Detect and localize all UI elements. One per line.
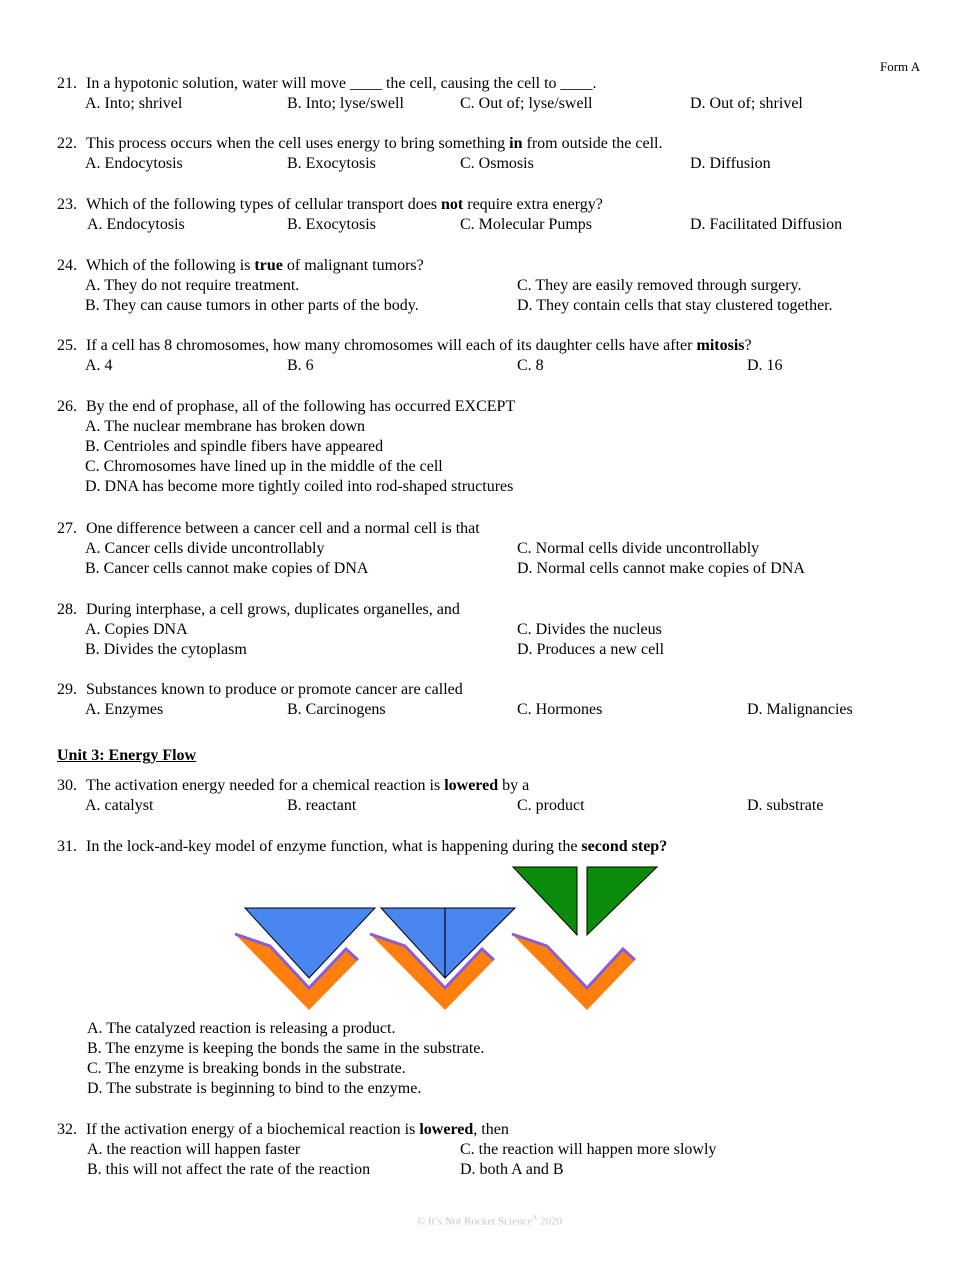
option-a: A. Cancer cells divide uncontrollably — [85, 540, 325, 557]
option-a: A. The catalyzed reaction is releasing a product. — [87, 1020, 396, 1037]
question-25 — [57, 336, 937, 376]
option-a: A. Enzymes — [85, 701, 164, 718]
option-c: C. Normal cells divide uncontrollably — [517, 540, 760, 557]
option-d: D. They contain cells that stay clustered together. — [517, 297, 833, 314]
copyright-footer: © It’s Not Rocket Science® 2020 — [416, 1214, 563, 1228]
option-d: D. 16 — [747, 357, 783, 374]
option-c: C. the reaction will happen more slowly — [460, 1141, 717, 1158]
option-b: B. Into; lyse/swell — [287, 95, 404, 112]
option-c: C. Chromosomes have lined up in the middle of the cell — [85, 458, 443, 475]
question-number: 29. — [57, 681, 77, 698]
question-32 — [57, 1120, 937, 1180]
option-d: D. Normal cells cannot make copies of DNA — [517, 560, 805, 577]
option-d: D. Malignancies — [747, 701, 853, 718]
question-number: 32. — [57, 1121, 77, 1138]
question-stem: If a cell has 8 chromosomes, how many chromosomes will each of its daughter cells have after mitosis? — [86, 337, 752, 354]
question-stem: During interphase, a cell grows, duplicates organelles, and — [86, 601, 460, 618]
question-31 — [57, 837, 937, 857]
question-number: 28. — [57, 601, 77, 618]
option-b: B. Divides the cytoplasm — [85, 641, 247, 658]
option-a: A. 4 — [85, 357, 113, 374]
question-21 — [57, 74, 937, 114]
question-26 — [57, 397, 937, 497]
question-stem: The activation energy needed for a chemical reaction is lowered by a — [86, 777, 530, 794]
option-b: B. Carcinogens — [287, 701, 386, 718]
step-3-product-left — [513, 867, 577, 935]
option-a: A. Copies DNA — [85, 621, 188, 638]
question-stem: One difference between a cancer cell and a normal cell is that — [86, 520, 480, 537]
question-stem: If the activation energy of a biochemical reaction is lowered, then — [86, 1121, 509, 1138]
question-29 — [57, 680, 937, 720]
option-d: D. both A and B — [460, 1161, 564, 1178]
question-31-options — [57, 1019, 937, 1099]
option-b: B. Exocytosis — [287, 155, 376, 172]
option-a: A. They do not require treatment. — [85, 277, 300, 294]
question-27 — [57, 519, 937, 579]
option-b: B. reactant — [287, 797, 357, 814]
question-22 — [57, 134, 937, 174]
option-d: D. The substrate is beginning to bind to the enzyme. — [87, 1080, 422, 1097]
option-d: D. substrate — [747, 797, 824, 814]
question-number: 23. — [57, 196, 77, 213]
option-d: D. Facilitated Diffusion — [690, 216, 843, 233]
question-number: 21. — [57, 75, 77, 92]
question-number: 26. — [57, 398, 77, 415]
question-28 — [57, 600, 937, 660]
question-number: 25. — [57, 337, 77, 354]
option-a: A. Endocytosis — [85, 155, 183, 172]
option-c: C. product — [517, 797, 585, 814]
form-label: Form A — [880, 59, 921, 74]
option-b: B. The enzyme is keeping the bonds the same in the substrate. — [87, 1040, 485, 1057]
lock-and-key-diagram — [225, 860, 675, 1015]
option-c: C. Divides the nucleus — [517, 621, 662, 638]
option-c: C. Molecular Pumps — [460, 216, 592, 233]
option-b: B. Exocytosis — [287, 216, 376, 233]
question-number: 27. — [57, 520, 77, 537]
option-a: A. the reaction will happen faster — [87, 1141, 301, 1158]
question-number: 24. — [57, 257, 77, 274]
option-b: B. Cancer cells cannot make copies of DNA — [85, 560, 369, 577]
step-2-substrate — [381, 908, 515, 978]
question-stem: In a hypotonic solution, water will move ____ the cell, causing the cell to ____. — [86, 75, 597, 92]
option-c: C. The enzyme is breaking bonds in the substrate. — [87, 1060, 406, 1077]
option-d: D. Produces a new cell — [517, 641, 665, 658]
question-stem: Which of the following is true of malignant tumors? — [86, 257, 424, 274]
option-a: A. Endocytosis — [87, 216, 185, 233]
question-number: 30. — [57, 777, 77, 794]
question-stem: In the lock-and-key model of enzyme function, what is happening during the second step? — [86, 838, 668, 855]
question-number: 22. — [57, 135, 77, 152]
option-a: A. The nuclear membrane has broken down — [85, 418, 366, 435]
step-2-enzyme-substrate-complex — [370, 908, 515, 1010]
question-30 — [57, 776, 937, 816]
option-d: D. Diffusion — [690, 155, 771, 172]
question-number: 31. — [57, 838, 77, 855]
option-a: A. Into; shrivel — [85, 95, 183, 112]
option-b: B. Centrioles and spindle fibers have appeared — [85, 438, 384, 455]
option-c: C. Out of; lyse/swell — [460, 95, 593, 112]
step-3-products-released — [512, 867, 657, 1010]
step-3-product-right — [587, 867, 657, 935]
question-stem: This process occurs when the cell uses energy to bring something in from outside the cell. — [86, 135, 663, 152]
option-c: C. They are easily removed through surgery. — [517, 277, 802, 294]
option-b: B. this will not affect the rate of the reaction — [87, 1161, 371, 1178]
question-24 — [57, 256, 937, 316]
option-a: A. catalyst — [85, 797, 154, 814]
option-b: B. They can cause tumors in other parts of the body. — [85, 297, 419, 314]
question-23 — [57, 195, 937, 235]
option-c: C. 8 — [517, 357, 544, 374]
option-c: C. Osmosis — [460, 155, 534, 172]
option-d: D. Out of; shrivel — [690, 95, 803, 112]
question-stem: Which of the following types of cellular transport does not require extra energy? — [86, 196, 603, 213]
question-stem: By the end of prophase, all of the following has occurred EXCEPT — [86, 398, 516, 415]
unit-heading: Unit 3: Energy Flow — [57, 747, 197, 764]
step-1-enzyme-substrate-approach — [235, 908, 375, 1010]
option-b: B. 6 — [287, 357, 314, 374]
question-stem: Substances known to produce or promote cancer are called — [86, 681, 463, 698]
option-d: D. DNA has become more tightly coiled into rod-shaped structures — [85, 478, 514, 495]
option-c: C. Hormones — [517, 701, 603, 718]
